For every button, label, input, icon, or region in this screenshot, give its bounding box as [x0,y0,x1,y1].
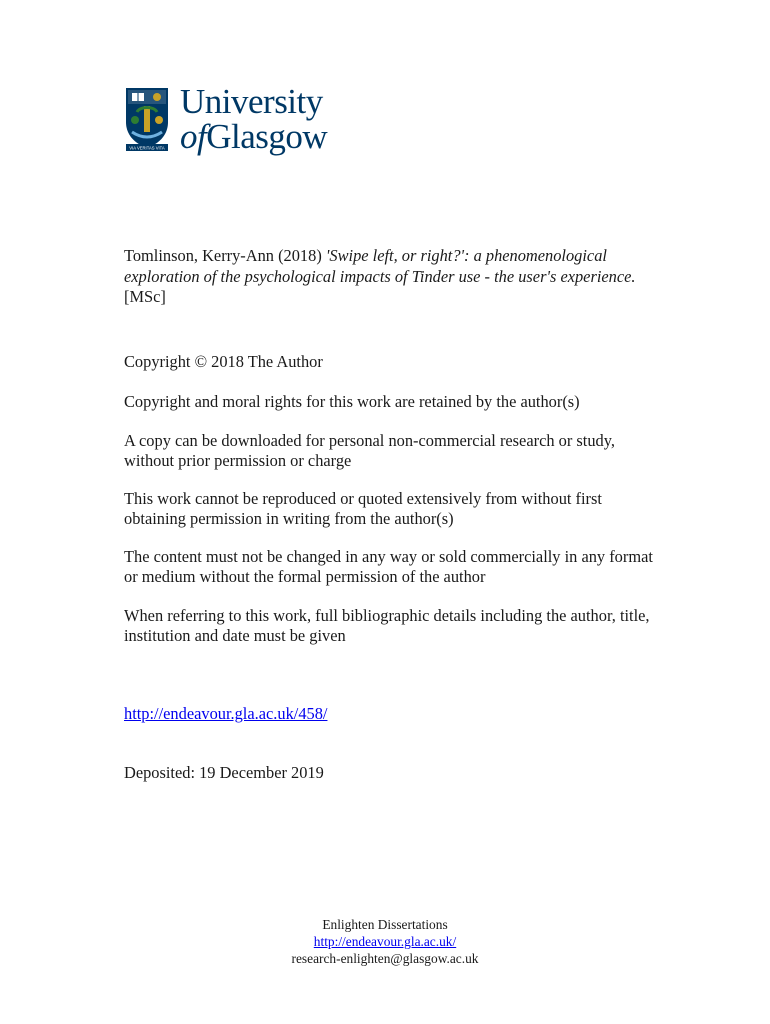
copyright-line: Copyright © 2018 The Author [124,352,323,371]
footer [0,916,770,967]
footer-repository-name: Enlighten Dissertations [322,917,448,932]
citation-title: 'Swipe left, or right?': a phenomenological exploration of the psychological impacts of Tinder use - the user's experience. [124,246,636,286]
rights-statement-2: A copy can be downloaded for personal non-commercial research or study, without prior permission or charge [124,431,615,470]
footer-email: research-enlighten@glasgow.ac.uk [291,951,479,966]
crest-motto: VIA VERITAS VITA [129,145,165,151]
rights-statement-3: This work cannot be reproduced or quoted extensively from without first obtaining permission in writing from the author(s) [124,489,602,528]
record-link-container [124,704,654,724]
university-crest-icon [124,86,170,152]
rights-statement-5: When referring to this work, full bibliographic details including the author, title, institution and date must be given [124,606,650,645]
wordmark-glasgow: Glasgow [206,117,328,156]
record-link[interactable]: http://endeavour.gla.ac.uk/458/ [124,704,328,723]
university-wordmark [180,82,328,156]
wordmark-line1: University [180,82,323,121]
citation [124,246,654,308]
wordmark-of: of [180,117,207,156]
deposited-date: Deposited: 19 December 2019 [124,763,324,782]
university-logo [124,82,328,156]
citation-degree: [MSc] [124,287,166,306]
footer-repository-link[interactable]: http://endeavour.gla.ac.uk/ [313,934,457,949]
rights-statement-1: Copyright and moral rights for this work are retained by the author(s) [124,392,580,411]
wordmark-line2 [180,119,327,154]
citation-author-year: Tomlinson, Kerry-Ann (2018) [124,246,326,265]
rights-statement-4: The content must not be changed in any way or sold commercially in any format or medium without the formal permission of the author [124,547,653,586]
